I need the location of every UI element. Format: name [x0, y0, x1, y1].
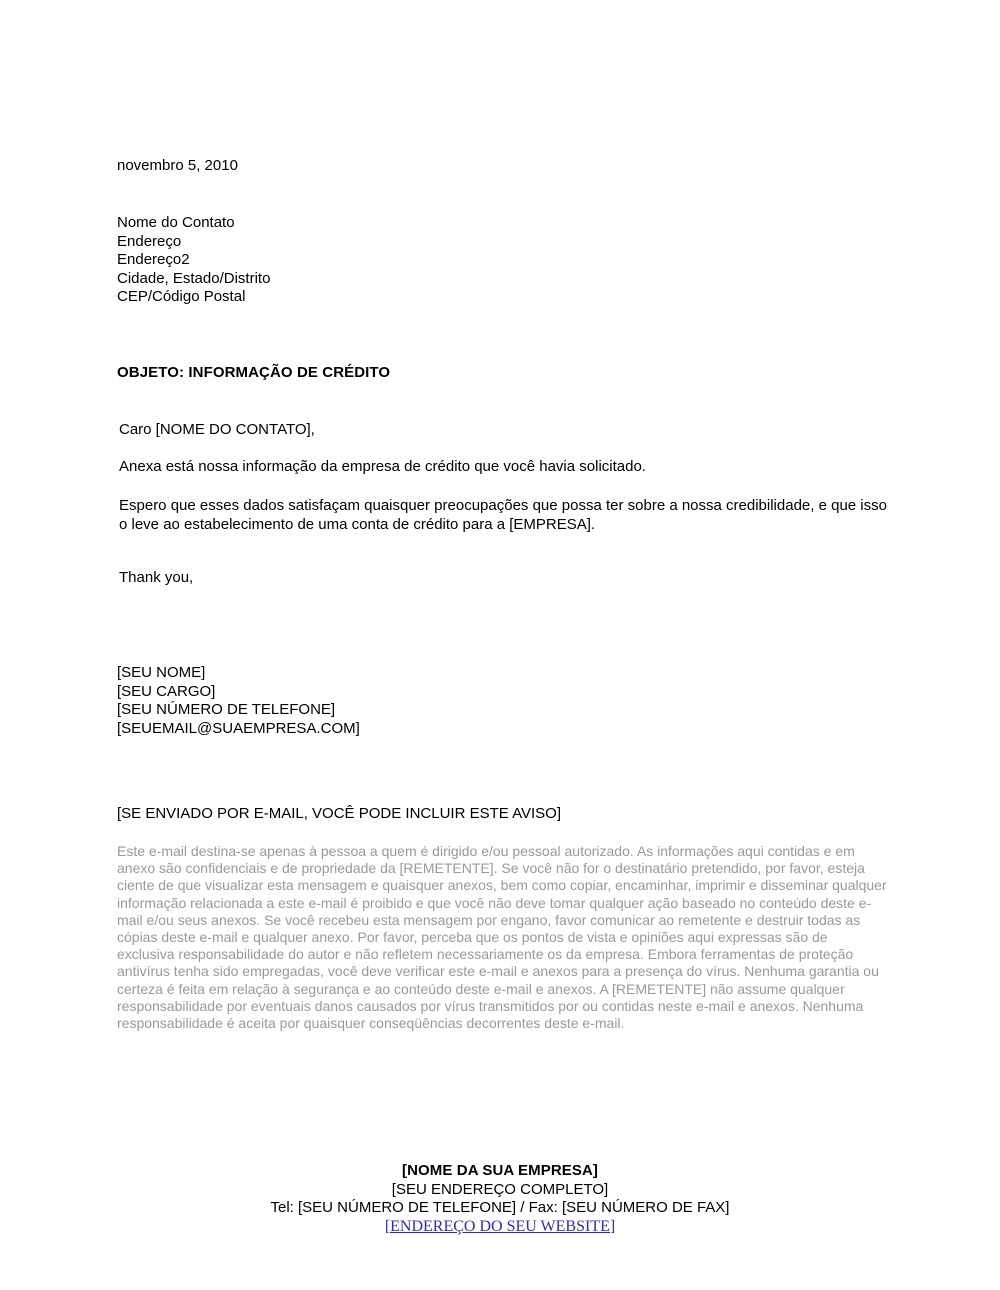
recipient-line: Endereço: [117, 232, 182, 250]
page-footer: [0, 1162, 1000, 1236]
footer-phone-fax: Tel: [SEU NÚMERO DE TELEFONE] / Fax: [SEU NÚMERO DE FAX]: [270, 1199, 730, 1216]
footer-address: [SEU ENDEREÇO COMPLETO]: [391, 1180, 609, 1198]
signature-line: [SEU NOME]: [117, 664, 206, 681]
recipient-line: Nome do Contato: [117, 214, 235, 231]
recipient-line: Cidade, Estado/Distrito: [117, 269, 271, 287]
disclaimer-heading: [SE ENVIADO POR E-MAIL, VOCÊ PODE INCLUIR ESTE AVISO]: [117, 805, 561, 822]
recipient-line: Endereço2: [117, 251, 190, 268]
signature-line: [SEUEMAIL@SUAEMPRESA.COM]: [117, 719, 360, 737]
recipient-line: CEP/Código Postal: [117, 288, 246, 305]
letter-date: novembro 5, 2010: [117, 157, 238, 174]
signature-block: [117, 664, 360, 738]
signature-line: [SEU CARGO]: [117, 682, 216, 700]
disclaimer-body: Este e-mail destina-se apenas à pessoa a quem é dirigido e/ou pessoal autorizado. As informações aqui contidas e em anexo são confidenciais e de propriedade da [REMETENTE]. Se você não for o destinatário pretendido, por favor, esteja ciente de que visualizar esta mensagem e quaisquer anexos, bem como copiar, encaminhar, imprimir e disseminar qualquer informação relacionada a este e-mail é proibido e que você não deve tomar qualquer ação baseado no conteúdo deste e-mail e/ou seus anexos. Se você recebeu esta mensagem por engano, favor comunicar ao remetente e destruir todas as cópias deste e-mail e qualquer anexo. Por favor, perceba que os pontos de vista e opiniões aqui expressas são de exclusiva responsabilidade do autor e não refletem necessariamente os da empresa. Embora ferramentas de proteção antivírus tenha sido empregadas, você deve verificar este e-mail e anexos para a presença do vírus. Nenhuma garantia ou certeza é feita em relação à segurança e ao conteúdo deste e-mail e anexos. A [REMETENTE] não assume qualquer responsabilidade por eventuais danos causados por vírus transmitidos por ou contidas neste e-mail e anexos. Nenhuma responsabilidade é aceita por quaisquer conseqüências decorrentes deste e-mail.: [117, 843, 887, 1032]
footer-company-name: [NOME DA SUA EMPRESA]: [402, 1162, 598, 1179]
footer-website-link[interactable]: [ENDEREÇO DO SEU WEBSITE]: [384, 1217, 616, 1235]
subject-line: OBJETO: INFORMAÇÃO DE CRÉDITO: [117, 364, 391, 381]
salutation: Caro [NOME DO CONTATO],: [119, 421, 315, 438]
body-paragraph-2: Espero que esses dados satisfaçam quaisquer preocupações que possa ter sobre a nossa credibilidade, e que isso o leve ao estabelecimento de uma conta de crédito para a [EMPRESA].: [119, 497, 887, 533]
closing-line: Thank you,: [119, 569, 194, 586]
body-paragraph-1: Anexa está nossa informação da empresa de crédito que você havia solicitado.: [119, 458, 646, 475]
recipient-address-block: [117, 214, 270, 307]
signature-line: [SEU NÚMERO DE TELEFONE]: [117, 701, 336, 718]
